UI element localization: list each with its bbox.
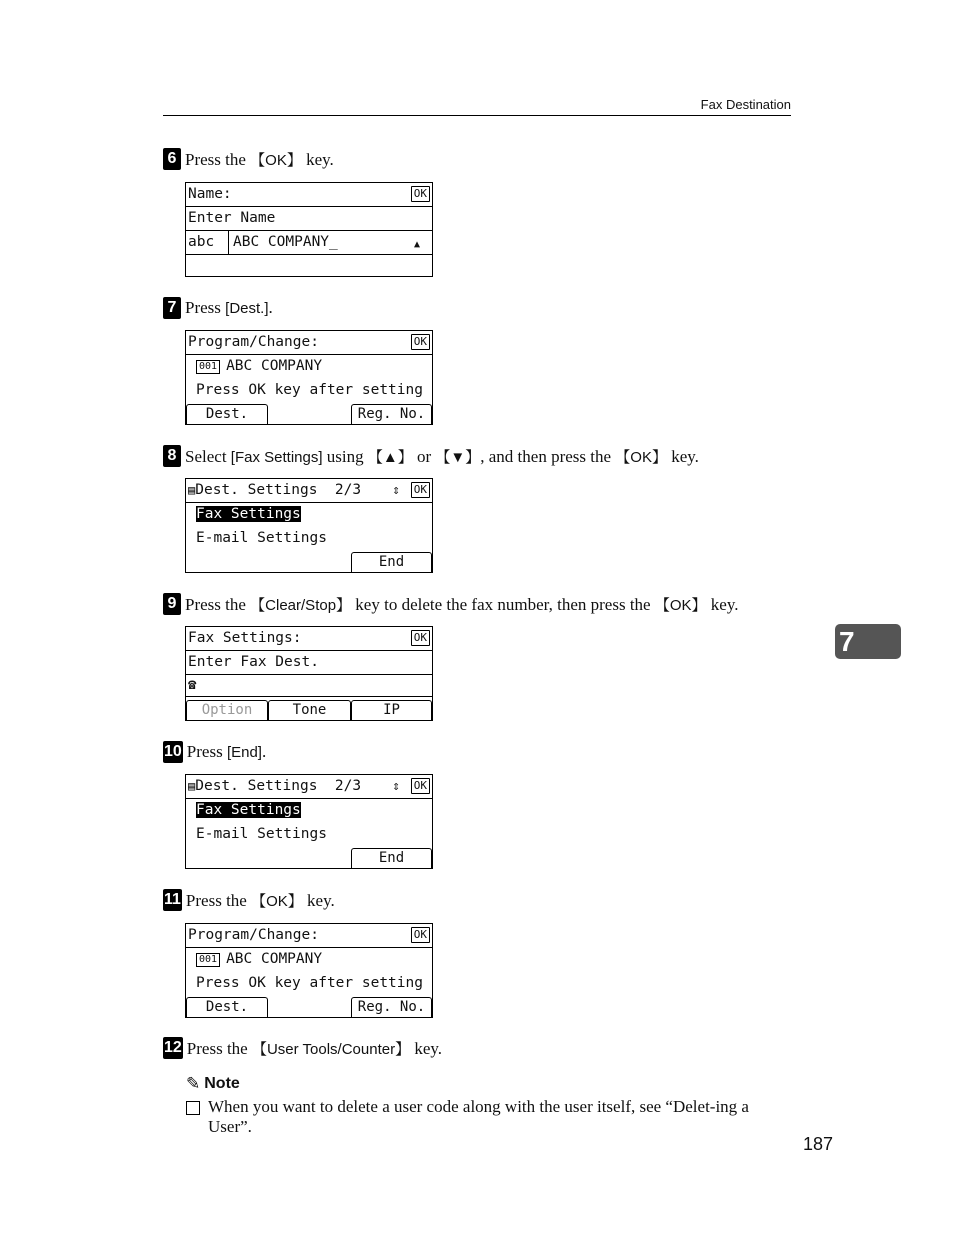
lcd-title: Program/Change: — [188, 334, 319, 350]
step-number: 6 — [163, 148, 181, 170]
note-heading — [186, 1074, 240, 1094]
step-text: Select [Fax Settings] using 【▲】 or 【▼】, and then press the 【OK】 key. — [185, 446, 699, 466]
lcd-program-change-screen — [185, 330, 433, 425]
pencil-icon: ✎ — [186, 1074, 201, 1093]
note-title: Note — [204, 1075, 240, 1092]
ip-softkey[interactable]: IP — [351, 700, 432, 720]
header-rule — [163, 115, 791, 116]
note-item — [186, 1097, 796, 1137]
dest-softkey[interactable]: Dest. — [186, 997, 268, 1017]
step-number: 7 — [163, 297, 181, 319]
ok-badge-icon: OK — [411, 334, 430, 350]
step-8 — [163, 445, 699, 467]
menu-icon: ▤ — [188, 483, 196, 497]
step-11 — [163, 889, 335, 911]
step-12 — [163, 1037, 442, 1059]
step-text: Press the 【Clear/Stop】 key to delete the fax number, then press the 【OK】 key. — [185, 594, 739, 614]
registration-number-badge: 001 — [196, 953, 220, 967]
step-7 — [163, 297, 273, 319]
step-number: 12 — [163, 1037, 183, 1059]
step-text: Press the 【User Tools/Counter】 key. — [186, 1038, 443, 1058]
input-mode: abc — [186, 231, 229, 254]
name-input[interactable]: ABC COMPANY_ — [233, 234, 338, 250]
step-6 — [163, 148, 334, 170]
lcd-hint: Press OK key after setting — [196, 975, 423, 991]
lcd-dest-settings-screen-2 — [185, 774, 433, 869]
step-number: 11 — [163, 889, 182, 911]
tone-softkey[interactable]: Tone — [268, 700, 351, 720]
lcd-title: Program/Change: — [188, 927, 319, 943]
step-number: 8 — [163, 445, 181, 467]
menu-icon: ▤ — [188, 779, 196, 793]
step-text: Press the 【OK】 key. — [185, 890, 335, 910]
company-name: ABC COMPANY — [226, 951, 323, 967]
step-number: 10 — [163, 741, 183, 763]
dest-softkey[interactable]: Dest. — [186, 404, 268, 424]
page-number: 187 — [803, 1134, 834, 1154]
lcd-fax-settings-screen — [185, 626, 433, 721]
up-down-icon: ⇕ — [392, 779, 400, 794]
step-text: Press [Dest.]. — [185, 298, 273, 317]
step-text: Press [End]. — [186, 742, 267, 761]
lcd-title: Dest. Settings 2/3 — [195, 778, 362, 794]
scroll-up-icon: ▲ — [413, 239, 420, 250]
registration-number-badge: 001 — [196, 360, 220, 374]
option-softkey[interactable]: Option — [186, 700, 268, 720]
chapter-tab: 7 — [835, 624, 901, 659]
end-softkey[interactable]: End — [351, 552, 432, 572]
ok-badge-icon: OK — [411, 778, 430, 794]
step-9 — [163, 593, 739, 615]
ok-badge-icon: OK — [411, 927, 430, 943]
phone-icon: ☎ — [188, 677, 197, 693]
note-text: When you want to delete a user code along with the user itself, see “Delet-ing a User”. — [208, 1097, 749, 1136]
ok-badge-icon: OK — [411, 186, 430, 202]
lcd-name-screen — [185, 182, 433, 277]
menu-item-fax-settings[interactable]: Fax Settings — [196, 506, 301, 522]
menu-item-email-settings[interactable]: E-mail Settings — [196, 530, 327, 546]
lcd-line: Enter Name — [186, 207, 432, 231]
reg-no-softkey[interactable]: Reg. No. — [351, 404, 432, 424]
menu-item-email-settings[interactable]: E-mail Settings — [196, 826, 327, 842]
step-10 — [163, 741, 266, 763]
lcd-title: Fax Settings: — [188, 630, 302, 646]
lcd-line: Enter Fax Dest. — [186, 651, 432, 675]
lcd-title: Dest. Settings 2/3 — [195, 482, 362, 498]
checkbox-bullet-icon — [186, 1101, 200, 1115]
lcd-program-change-screen-2 — [185, 923, 433, 1018]
company-name: ABC COMPANY — [226, 358, 323, 374]
end-softkey[interactable]: End — [351, 848, 432, 868]
step-number: 9 — [163, 593, 181, 615]
menu-item-fax-settings[interactable]: Fax Settings — [196, 802, 301, 818]
lcd-title: Name: — [188, 186, 232, 202]
up-down-icon: ⇕ — [392, 483, 400, 498]
lcd-dest-settings-screen — [185, 478, 433, 573]
ok-badge-icon: OK — [411, 482, 430, 498]
step-text: Press the 【OK】 key. — [185, 149, 334, 169]
header-title: Fax Destination — [700, 97, 791, 112]
lcd-hint: Press OK key after setting — [196, 382, 423, 398]
reg-no-softkey[interactable]: Reg. No. — [351, 997, 432, 1017]
ok-badge-icon: OK — [411, 630, 430, 646]
